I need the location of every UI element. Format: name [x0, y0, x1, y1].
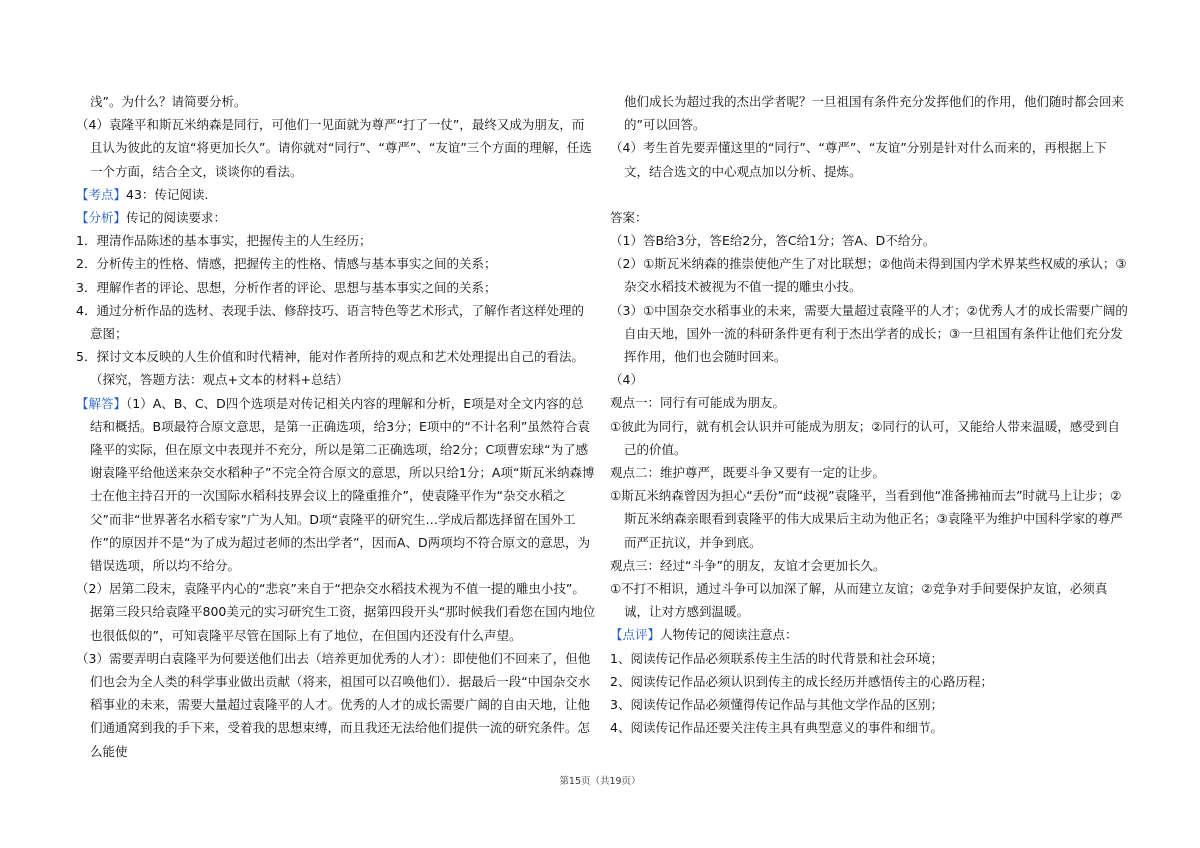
jieda-tag: 【解答】: [76, 395, 127, 411]
viewpoint-3-body: ①不打不相识，通过斗争可以加深了解，从而建立友谊；②竞争对手间要保护友谊，必须真诚，让对方感到温暖。: [610, 581, 1108, 620]
answer-3: （3）①中国杂交水稻事业的未来，需要大量超过袁隆平的人才；②优秀人才的成长需要广阔的自由天地，国外一流的科研条件更有利于杰出学者的成长；③一旦祖国有条件让他们充分发挥作用，他们也会随时回来。: [610, 302, 1128, 365]
answer-analysis-4: （4）考生首先要弄懂这里的“同行”、“尊严”、“友谊”分别是针对什么而来的，再根据上下文，结合选文的中心观点加以分析、提炼。: [610, 140, 1107, 179]
answer-label: 答案：: [610, 209, 648, 225]
left-column: [76, 90, 596, 763]
answer-4: （4）: [610, 372, 643, 388]
viewpoint-1-body: ①彼此为同行，就有机会认识并可能成为朋友；②同行的认可，又能给人带来温暖，感受到自己的价值。: [610, 418, 1120, 457]
answer-analysis-2: （2）居第二段末，袁隆平内心的“悲哀”来自于“把杂交水稻技术视为不值一提的雕虫小技”。据第三段只给袁隆平800美元的实习研究生工资，据第四段开头“那时候我们看您在国内地位也很低似的”，可知袁隆平尽管在国际上有了地位，在但国内还没有什么声望。: [76, 581, 596, 643]
dianping-line: [610, 623, 1128, 646]
viewpoint-2-body: ①斯瓦米纳森曾因为担心“丢份”而“歧视”袁隆平，当看到他“准备拂袖而去”时就马上让步；②斯瓦米纳森亲眼看到袁隆平的伟大成果后主动为他正名；③袁隆平为维护中国科学家的尊严而严正抗议，并争到底。: [610, 488, 1123, 550]
answer-analysis-3: （3）需要弄明白袁隆平为何要送他们出去（培养更加优秀的人才）：即使他们不回来了，但他们也会为全人类的科学事业做出贡献（将来，祖国可以召唤他们）．据最后一段“中国杂交水稻事业的未来，需要大量超过袁隆平的人才。优秀的人才的成长需要广阔的自由天地，让他们通通窝到我的手下来，受着我的思想束缚，而且我还无法给他们提供一流的研究条件。怎么能使: [76, 650, 591, 759]
spacer: [610, 183, 1128, 206]
dianping-text: 人物传记的阅读注意点：: [660, 627, 798, 643]
dianping-tag: 【点评】: [610, 627, 661, 643]
kaodian-text: 43：传记阅读.: [126, 186, 209, 202]
kaodian-line: [76, 183, 596, 206]
requirement-5: 5．探讨文本反映的人生价值和时代精神，能对作者所持的观点和艺术处理提出自己的看法。（探究，答题方法：观点+文本的材料+总结）: [76, 349, 584, 388]
fenxi-line: [76, 206, 596, 229]
answer-analysis-3-cont: 他们成长为超过我的杰出学者呢？一旦祖国有条件充分发挥他们的作用，他们随时都会回来的”可以回答。: [624, 94, 1125, 133]
note-4: 4、阅读传记作品还要关注传主具有典型意义的事件和细节。: [610, 720, 943, 736]
viewpoint-1-title: 观点一：同行有可能成为朋友。: [610, 395, 786, 411]
fenxi-text: 传记的阅读要求：: [126, 210, 227, 226]
requirement-4: 4．通过分析作品的选材、表现手法、修辞技巧、语言特色等艺术形式，了解作者这样处理的意图；: [76, 302, 584, 342]
requirement-2: 2．分析传主的性格、情感，把握传主的性格、情感与基本事实之间的关系；: [76, 256, 497, 272]
kaodian-tag: 【考点】: [76, 186, 127, 202]
note-3: 3、阅读传记作品必须懂得传记作品与其他文学作品的区别；: [610, 697, 943, 713]
requirement-1: 1．理清作品陈述的基本事实，把握传主的人生经历；: [76, 233, 372, 249]
jieda-text: （1）A、B、C、D四个选项是对传记相关内容的理解和分析，E项是对全文内容的总结和概括。B项最符合原文意思，是第一正确选项，给3分；E项中的“不计名利”虽然符合袁隆平的实际，但在原文中表现并不充分，所以是第二正确选项，给2分；C项曹宏球“为了感谢袁隆平给他送来杂交水稻种子”不完全符合原文的意思，所以只给1分；A项“斯瓦米纳森博士在他主持召开的一次国际水稻科技界会议上的隆重推介”，使袁隆平作为“杂交水稻之父”而非“世界著名水稻专家”广为人知。D项“袁隆平的研究生…学成后都选择留在国外工作”的原因并不是“为了成为超过老师的杰出学者”，因而A、D两项均不符合原文的意思，为错误选项，所以均不给分。: [90, 395, 595, 574]
page-number-footer: 第15页（共19页）: [559, 776, 641, 787]
note-1: 1、阅读传记作品必须联系传主生活的时代背景和社会环境；: [610, 650, 943, 666]
fenxi-tag: 【分析】: [76, 210, 127, 226]
answer-1: （1）答B给3分，答E给2分，答C给1分；答A、D不给分。: [610, 233, 936, 249]
question-4: （4）袁隆平和斯瓦米纳森是同行，可他们一见面就为尊严“打了一仗”，最终又成为朋友，而且认为彼此的友谊“将更加长久”。请你就对“同行”、“尊严”、“友谊”三个方面的理解，任选一个方面，结合全文，谈谈你的看法。: [76, 117, 592, 179]
right-column: [610, 90, 1128, 739]
question-fragment: 浅”。为什么？请简要分析。: [90, 94, 247, 109]
viewpoint-3-title: 观点三：经过“斗争”的朋友，友谊才会更加长久。: [610, 557, 886, 573]
viewpoint-2-title: 观点二：维护尊严，既要斗争又要有一定的让步。: [610, 465, 886, 481]
note-2: 2、阅读传记作品必须认识到传主的成长经历并感悟传主的心路历程；: [610, 673, 993, 689]
jieda-paragraph: [76, 392, 596, 578]
answer-2: （2）①斯瓦米纳森的推崇使他产生了对比联想；②他尚未得到国内学术界某些权威的承认；③杂交水稻技术被视为不值一提的雕虫小技。: [610, 256, 1127, 295]
requirement-3: 3．理解作者的评论、思想，分析作者的评论、思想与基本事实之间的关系；: [76, 279, 497, 295]
